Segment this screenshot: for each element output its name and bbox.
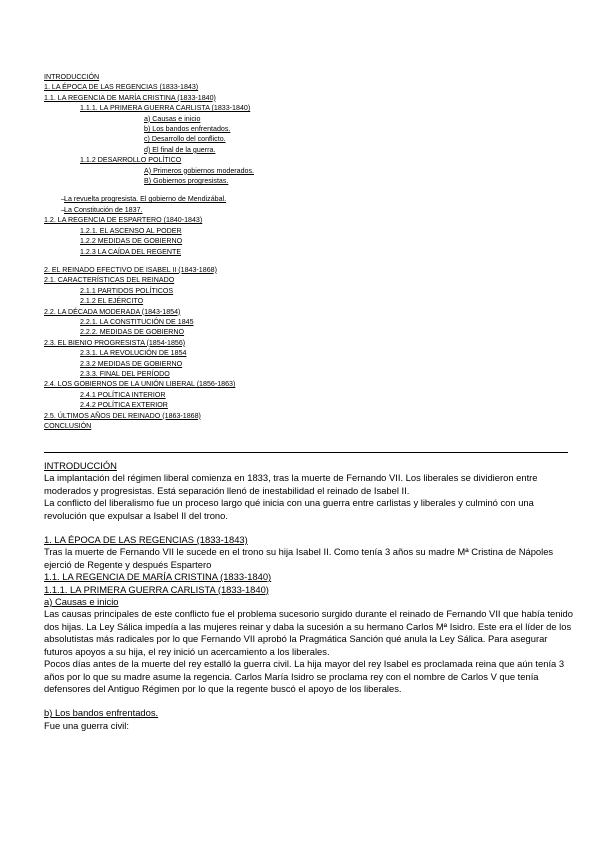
toc-link-partidos-politicos[interactable]: 2.1.1 PARTIDOS POLÍTICOS xyxy=(80,286,174,295)
toc-link-epoca-regencias[interactable]: 1. LA ÉPOCA DE LAS REGENCIAS (1833-1843) xyxy=(44,83,199,92)
toc-link-desarrollo-politico[interactable]: 1.1.2 DESARROLLO POLÍTICO xyxy=(80,156,182,165)
toc-link-caida-regente[interactable]: 1.2.3 LA CAÍDA DEL REGENTE xyxy=(80,247,182,256)
toc-link-politica-interior[interactable]: 2.4.1 POLÍTICA INTERIOR xyxy=(80,390,166,399)
intro-heading: INTRODUCCIÓN xyxy=(44,460,117,471)
subsection-heading: 1.1. LA REGENCIA DE MARÍA CRISTINA (1833-1840) xyxy=(44,571,272,583)
subsection-heading: a) Causas e inicio xyxy=(44,596,119,608)
document-body xyxy=(44,460,574,732)
subsection-heading: 1.1.1. LA PRIMERA GUERRA CARLISTA (1833-1840) xyxy=(44,583,269,595)
toc-link-ascenso-poder[interactable]: 1.2.1. EL ASCENSO AL PODER xyxy=(80,226,182,235)
paragraph-spacer xyxy=(44,695,574,707)
toc-link-revuelta-progresista[interactable]: – La revuelta progresista. El gobierno de Mendizábal. xyxy=(44,194,564,204)
table-of-contents xyxy=(44,72,564,431)
toc-link-bienio-progresista[interactable]: 2.3. EL BIENIO PROGRESISTA (1854-1856) xyxy=(44,338,186,347)
toc-link-introduccion[interactable]: INTRODUCCIÓN xyxy=(44,73,100,81)
toc-link-gobiernos-progresistas[interactable]: B) Gobiernos progresistas. xyxy=(144,177,229,186)
intro-paragraph: La implantación del régimen liberal comienza en 1833, tras la muerte de Fernando VII. Los liberales se dividieron entre moderados y progresistas. Está separación llenó de inestabilidad el reinado de Isabel II. xyxy=(44,472,538,496)
toc-link-politica-exterior[interactable]: 2.4.2 POLÍTICA EXTERIOR xyxy=(80,401,168,410)
toc-link-regencia-maria-cristina[interactable]: 1.1. LA REGENCIA DE MARÍA CRISTINA (1833-1840) xyxy=(44,93,216,102)
toc-spacer xyxy=(44,186,564,194)
toc-link-revolucion-1854[interactable]: 2.3.1. LA REVOLUCIÓN DE 1854 xyxy=(80,349,187,358)
toc-link-ultimos-anos[interactable]: 2.5. ÚLTIMOS AÑOS DEL REINADO (1863-1868) xyxy=(44,411,201,420)
toc-link-causas-inicio[interactable]: a) Causas e inicio xyxy=(144,114,201,123)
toc-link-desarrollo-conflicto[interactable]: c) Desarrollo del conflicto. xyxy=(144,135,226,144)
intro-paragraph: La conflicto del liberalismo fue un proceso largo qué inicia con una guerra entre carlistas y liberales y culminó con una revolución que expulsar a Isabel II del trono. xyxy=(44,497,534,521)
toc-link-conclusion[interactable]: CONCLUSIÓN xyxy=(44,422,92,430)
paragraph-spacer xyxy=(44,522,574,534)
section-paragraph: Pocos días antes de la muerte del rey estalló la guerra civil. La hija mayor del rey Isabel es proclamada reina que aún tenía 3 años por lo que su madre asume la regencia. Carlos María Isidro se proclama rey con el nombre de Carlos V que tenía defensores del Antiguo Régimen por lo que la regente buscó el apoyo de los liberales. xyxy=(44,658,565,694)
toc-link-ejercito[interactable]: 2.1.2 EL EJÉRCITO xyxy=(80,297,144,306)
section-paragraph: Tras la muerte de Fernando VII le sucede en el trono su hija Isabel II. Como tenía 3 años su madre Mª Cristina de Nápoles ejerció de Regente y después Espartero xyxy=(44,546,554,570)
toc-link-final-guerra[interactable]: d) El final de la guerra. xyxy=(144,145,216,154)
section-divider xyxy=(44,452,568,453)
toc-link-constitucion-1845[interactable]: 2.2.1. LA CONSTITUCIÓN DE 1845 xyxy=(80,317,194,326)
section-heading: 1. LA ÉPOCA DE LAS REGENCIAS (1833-1843) xyxy=(44,534,248,546)
subsection-heading: b) Los bandos enfrentados. xyxy=(44,707,159,719)
section-paragraph: Las causas principales de este conflicto fue el problema sucesorio surgido durante el reinado de Fernando VII que había tenido dos hijas. La Ley Sálica impedía a las mujeres reinar y daba la sucesión a su hermano Carlos Mª Isidro. Este era el líder de los absolutistas más radicales por lo que Fernando VII aprobó la Pragmática Sanción qué anula la Ley Sálica. Para asegurar futuros apoyos a su hija, el rey inició un acercamiento a los liberales. xyxy=(44,608,573,657)
section-paragraph: Fue una guerra civil: xyxy=(44,719,129,731)
toc-link-decada-moderada[interactable]: 2.2. LA DÉCADA MODERADA (1843-1854) xyxy=(44,307,181,316)
toc-link-constitucion-1837[interactable]: – La Constitución de 1837. xyxy=(44,205,564,215)
toc-link-medidas-gobierno-222[interactable]: 2.2.2. MEDIDAS DE GOBIERNO xyxy=(80,328,185,337)
toc-link-gobiernos-moderados[interactable]: A) Primeros gobiernos moderados. xyxy=(144,166,255,175)
toc-link-bandos-enfrentados[interactable]: b) Los bandos enfrentados. xyxy=(144,125,231,134)
toc-link-medidas-gobierno-122[interactable]: 1.2.2 MEDIDAS DE GOBIERNO xyxy=(80,237,183,246)
toc-link-reinado-isabel[interactable]: 2. EL REINADO EFECTIVO DE ISABEL II (1843-1868) xyxy=(44,265,217,274)
toc-link-primera-guerra-carlista[interactable]: 1.1.1. LA PRIMERA GUERRA CARLISTA (1833-1840) xyxy=(80,104,251,113)
toc-link-medidas-gobierno-232[interactable]: 2.3.2 MEDIDAS DE GOBIERNO xyxy=(80,359,183,368)
toc-link-regencia-espartero[interactable]: 1.2. LA REGENCIA DE ESPARTERO (1840-1843) xyxy=(44,216,203,225)
toc-link-final-periodo[interactable]: 2.3.3. FINAL DEL PERÍODO xyxy=(80,369,170,378)
toc-spacer xyxy=(44,257,564,265)
toc-link-union-liberal[interactable]: 2.4. LOS GOBIERNOS DE LA UNIÓN LIBERAL (1856-1863) xyxy=(44,380,236,389)
toc-link-caracteristicas-reinado[interactable]: 2.1. CARACTERÍSTICAS DEL REINADO xyxy=(44,276,175,285)
